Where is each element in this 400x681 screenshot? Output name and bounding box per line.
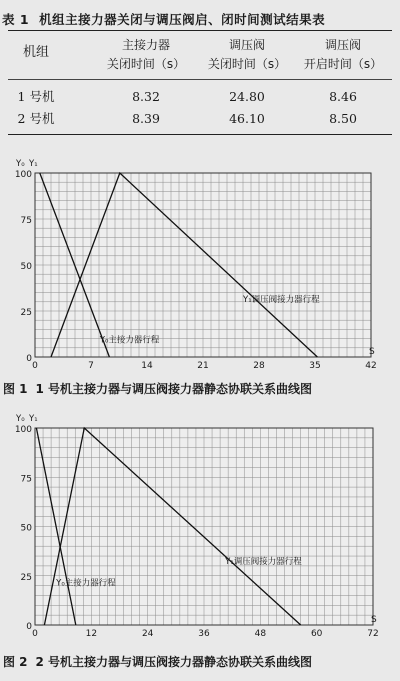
header-main-servo-top: 主接力器: [121, 38, 170, 52]
series-y0-label: Y₀主接力器行程: [56, 578, 116, 589]
y-tick-label: 0: [26, 354, 32, 364]
y-tick-label: 25: [20, 572, 32, 583]
y0-axis-label: Y₀: [16, 414, 25, 424]
x-tick-label: 42: [365, 361, 377, 371]
header-valve-open-top: 调压阀: [324, 38, 361, 52]
series-y0-label: Y₀主接力器行程: [99, 335, 160, 346]
figure1-caption: [3, 380, 399, 397]
row1-main-servo-close: 8.32: [132, 89, 160, 104]
y-tick-label: 75: [20, 216, 32, 226]
x-tick-label: 14: [141, 361, 153, 371]
y-tick-label: 25: [20, 308, 32, 318]
x-tick-label: 48: [254, 629, 267, 639]
x-tick-label: 12: [85, 629, 98, 639]
y1-axis-label: Y₁: [29, 414, 38, 424]
row2-valve-close: 46.10: [229, 111, 265, 126]
row1-unit: 1 号机: [17, 89, 55, 104]
x-tick-label: 24: [141, 629, 154, 639]
y1-axis-label: Y₁: [29, 159, 38, 169]
row1-valve-open: 8.46: [329, 89, 357, 104]
y-tick-label: 50: [20, 523, 32, 534]
header-main-servo-bottom: 关闭时间（s）: [106, 57, 186, 71]
table-caption: [2, 10, 398, 28]
series-y1-label: Y₁调压阀接力器行程: [225, 556, 302, 567]
figure1-chart: [0, 140, 400, 376]
y-tick-label: 100: [14, 425, 32, 435]
table-caption-number: 表 1: [2, 12, 30, 27]
row2-valve-open: 8.50: [329, 111, 357, 126]
figure2-chart: [0, 400, 400, 650]
y-tick-label: 0: [26, 622, 32, 632]
table-row: [8, 108, 392, 130]
x-tick-label: 0: [32, 361, 38, 371]
figure1-caption-text: 1 号机主接力器与调压阀接力器静态协联关系曲线图: [35, 382, 313, 396]
results-table: [8, 30, 392, 135]
series-y1-label: Y₁调压阀接力器行程: [243, 294, 320, 305]
x-tick-label: 28: [253, 361, 265, 371]
figure2-caption: [3, 653, 399, 670]
x-tick-label: 0: [32, 629, 38, 639]
x-axis-label: S: [371, 615, 377, 625]
x-tick-label: 35: [309, 361, 321, 371]
row2-main-servo-close: 8.39: [132, 111, 160, 126]
table-row: [8, 86, 392, 108]
y-tick-label: 50: [20, 262, 32, 272]
x-tick-label: 7: [88, 361, 94, 371]
y-tick-label: 75: [20, 474, 32, 485]
figure2-caption-number: 图 2: [3, 655, 28, 669]
y0-axis-label: Y₀: [16, 159, 25, 169]
row2-unit: 2 号机: [17, 111, 55, 126]
table-header-row: [8, 31, 392, 80]
table-caption-text: 机组主接力器关闭与调压阀启、闭时间测试结果表: [39, 12, 326, 27]
figure2-caption-text: 2 号机主接力器与调压阀接力器静态协联关系曲线图: [35, 655, 313, 669]
header-valve-close-top: 调压阀: [228, 38, 265, 52]
x-tick-label: 60: [310, 629, 323, 639]
figure1-caption-number: 图 1: [3, 382, 28, 396]
header-valve-open-bottom: 开启时间（s）: [303, 57, 383, 71]
header-valve-close-bottom: 关闭时间（s）: [207, 57, 287, 71]
x-tick-label: 21: [197, 361, 209, 371]
x-tick-label: 36: [198, 629, 210, 639]
x-tick-label: 72: [367, 629, 379, 639]
y-tick-label: 100: [14, 170, 32, 180]
x-axis-label: S: [369, 347, 375, 357]
header-unit: 机组: [22, 45, 49, 60]
row1-valve-close: 24.80: [229, 89, 265, 104]
